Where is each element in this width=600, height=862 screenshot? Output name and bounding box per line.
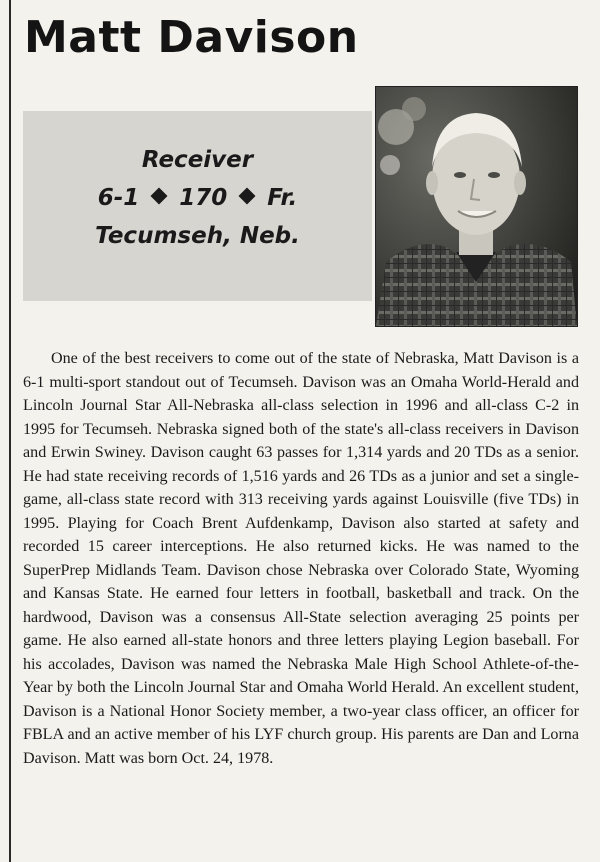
biography-text: One of the best receivers to come out of the state of Nebraska, Matt Davison is a 6-1 multi-sport standout out of Tecumseh. Davison was an Omaha World-Herald and Lincoln Journal Star All-Nebraska all-class selection in 1996 and all-class C-2 in 1995 for Tecumseh. Nebraska signed both of the state's all-class receivers in Davison and Erwin Swiney. Davison caught 63 passes for 1,314 yards and 20 TDs as a senior. He had state receiving records of 1,516 yards and 26 TDs as a junior and set a single-game, all-class state record with 313 receiving yards against Louisville (five TDs) in 1995. Playing for Coach Brent Aufdenkamp, Davison also started at safety and recorded 15 career interceptions. He also returned kicks. He was named to the SuperPrep Midlands Team. Davison chose Nebraska over Colorado State, Wyoming and Kansas State. He earned four letters in football, basketball and track. On the hardwood, Davison was a consensus All-State selection averaging 25 points per game. He also earned all-state honors and three letters playing Legion baseball. For his accolades, Davison was named the Nebraska Male High School Athlete-of-the-Year by both the Lincoln Journal Star and Omaha World Herald. An excellent student, Davison is a National Honor Society member, a two-year class officer, an officer for FBLA and an active member of his LYF church group. His parents are Dan and Lorna Davison. Matt was born Oct. 24, 1978. [23,350,579,767]
player-measurables [23,185,372,211]
player-info-box [23,111,372,301]
diamond-separator-icon [239,188,256,205]
diamond-separator-icon [151,188,168,205]
left-border-rule [9,0,11,862]
player-photo [375,86,578,327]
player-hometown: Tecumseh, Neb. [95,223,300,249]
player-class: Fr. [267,185,298,211]
player-height: 6-1 [97,185,140,211]
player-weight: 170 [179,185,228,211]
player-position: Receiver [141,147,254,173]
player-name: Matt Davison [24,12,359,63]
